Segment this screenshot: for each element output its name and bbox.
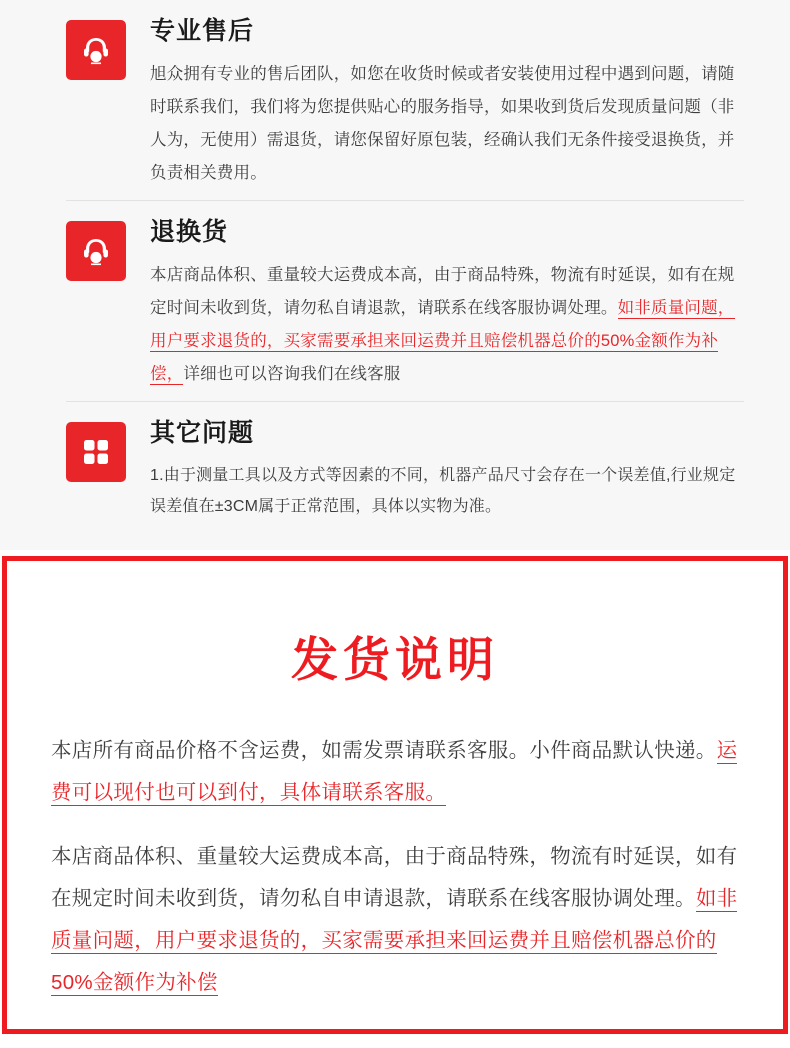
faq-text	[150, 460, 746, 522]
grid-squares-icon	[66, 422, 126, 482]
faq-run: 1.由于测量工具以及方式等因素的不同，机器产品尺寸会存在一个误差值,行业规定误差值在±3CM属于正常范围，具体以实物为准。	[150, 467, 736, 515]
faq-run-highlight: 如非质量问题，用户要求退货的，买家需要承担来回运费并且赔偿机器总价的50%金额作为补偿，	[150, 299, 735, 383]
shipping-run: 本店商品体积、重量较大运费成本高，由于商品特殊，物流有时延误，如有在规定时间未收到货，请勿私自申请退款，请联系在线客服协调处理。	[51, 845, 738, 910]
shipping-run: 本店所有商品价格不含运费，如需发票请联系客服。小件商品默认快递。	[51, 739, 717, 762]
faq-run: 本店商品体积、重量较大运费成本高，由于商品特殊，物流有时延误，如有在规定时间未收到货，请勿私自请退款，请联系在线客服协调处理。	[150, 266, 735, 317]
faq-title: 退换货	[150, 218, 229, 246]
headset-icon	[66, 221, 126, 281]
shipping-run-highlight: 运费可以现付也可以到付，具体请联系客服。	[51, 739, 738, 804]
shipping-notice-section	[2, 556, 788, 1034]
headset-icon	[66, 20, 126, 80]
faq-title: 其它问题	[150, 419, 255, 447]
faq-body	[150, 215, 746, 391]
faq-text	[150, 58, 746, 190]
shipping-run-highlight: 如非质量问题，用户要求退货的，买家需要承担来回运费并且赔偿机器总价的50%金额作为补偿	[51, 887, 738, 994]
faq-title: 专业售后	[150, 17, 255, 45]
shipping-paragraph	[51, 836, 739, 1004]
shipping-paragraph	[51, 730, 739, 814]
faq-block-returns	[0, 201, 790, 401]
faq-body	[150, 14, 746, 190]
faq-run: 旭众拥有专业的售后团队，如您在收货时候或者安装使用过程中遇到问题，请随时联系我们，我们将为您提供贴心的服务指导，如果收到货后发现质量问题（非人为，无使用）需退货，请您保留好原包装，经确认我们无条件接受退换货，并负责相关费用。	[150, 65, 735, 182]
shipping-title: 发货说明	[291, 633, 499, 688]
faq-block-other	[0, 402, 790, 532]
faq-text	[150, 259, 746, 391]
faq-block-after-sales	[0, 0, 790, 200]
faq-body	[150, 416, 746, 522]
faq-run: 详细也可以咨询我们在线客服	[183, 365, 401, 383]
